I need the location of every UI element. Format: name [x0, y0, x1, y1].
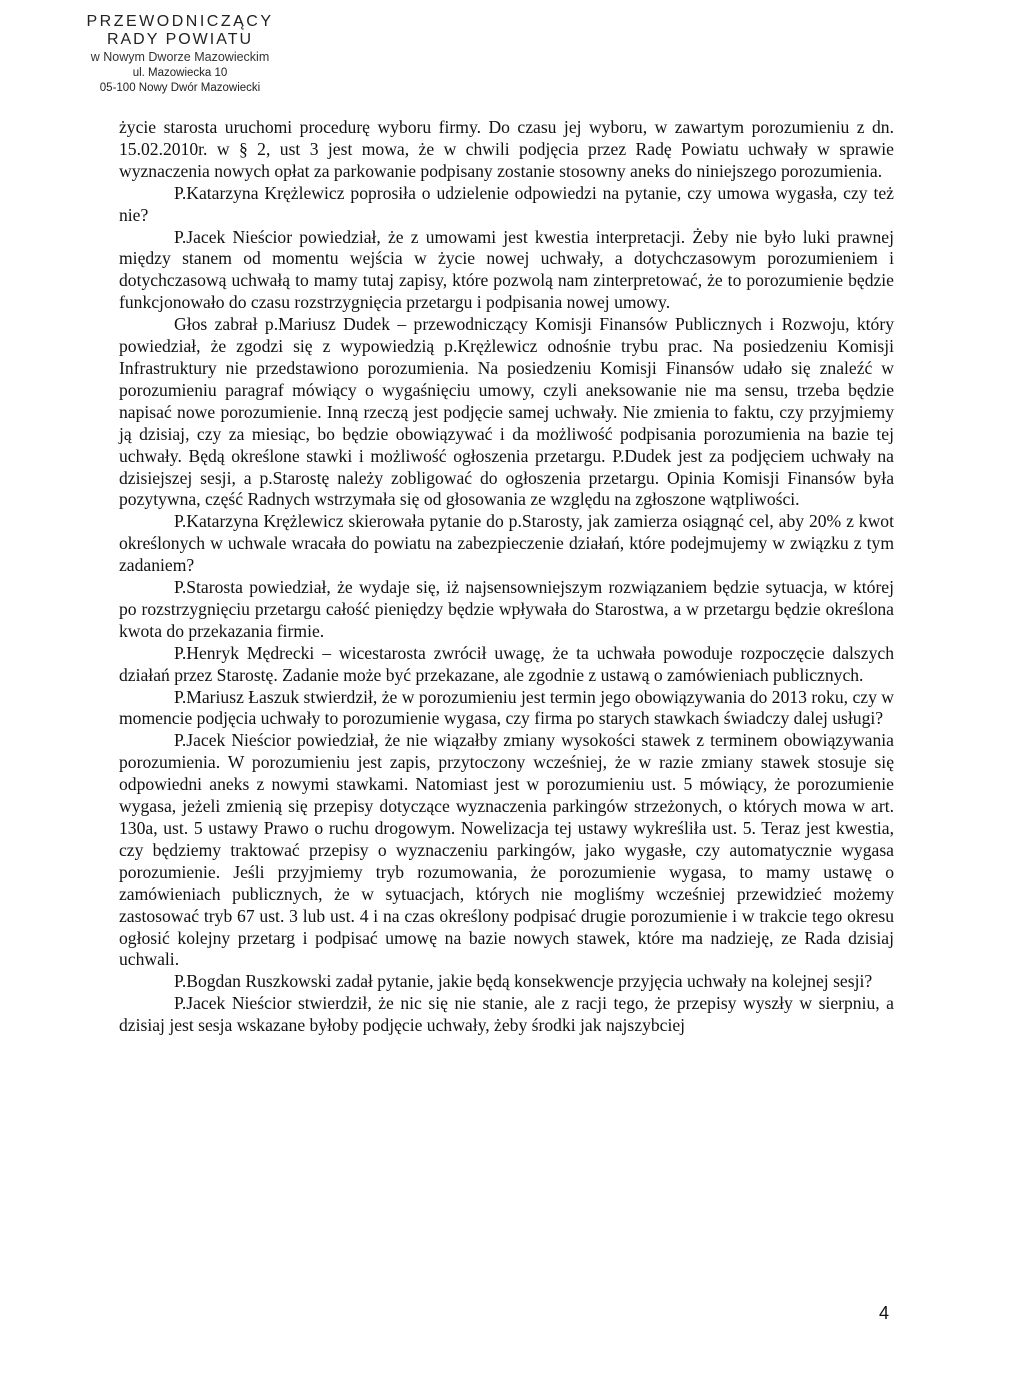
paragraph: P.Starosta powiedział, że wydaje się, iż najsensowniejszym rozwiązaniem będzie sytuacja, w której po rozstrzygnięciu przetargu całość pieniędzy będzie wpływała do Starostwa, a w przetargu będzie określona kwota do przekazania firmie. [119, 577, 894, 641]
paragraph: P.Henryk Mędrecki – wicestarosta zwrócił uwagę, że ta uchwała powoduje rozpoczęcie dalszych działań przez Starostę. Zadanie może być przekazane, ale zgodnie z ustawą o zamówieniach publicznych. [119, 642, 894, 685]
document-body [119, 117, 894, 1037]
paragraph: Głos zabrał p.Mariusz Dudek – przewodniczący Komisji Finansów Publicznych i Rozwoju, który powiedział, że zgodzi się z wypowiedzią p.Krężlewicz odnośnie trybu prac. Na posiedzeniu Komisji Infrastruktury nie przedstawiono porozumienia. Na posiedzeniu Komisji Finansów udało się znaleźć w porozumieniu paragraf mówiący o wygaśnięciu umowy, czyli aneksowanie nie ma sensu, trzeba będzie napisać nowe porozumienie. Inną rzeczą jest podjęcie samej uchwały. Nie zmienia to faktu, czy przyjmiemy ją dzisiaj, czy za miesiąc, bo będzie obowiązywać i da możliwość podpisania porozumienia na bazie tej uchwały. Będą określone stawki i możliwość ogłoszenia przetargu. P.Dudek jest za podjęciem uchwały na dzisiejszej sesji, a p.Starostę należy zobligować do ogłoszenia przetargu. Opinia Komisji Finansów była pozytywna, część Radnych wstrzymała się od głosowania ze względu na zgłoszone wątpliwości. [119, 314, 894, 510]
paragraph: P.Jacek Nieścior stwierdził, że nic się nie stanie, ale z racji tego, że przepisy wyszły w sierpniu, a dzisiaj jest sesja wskazane byłoby podjęcie uchwały, żeby środki jak najszybciej [119, 993, 894, 1036]
stamp-postal-city: 05-100 Nowy Dwór Mazowiecki [99, 82, 261, 94]
stamp-street: ul. Mazowiecka 10 [132, 66, 228, 79]
paragraph: P.Katarzyna Krężlewicz poprosiła o udzielenie odpowiedzi na pytanie, czy umowa wygasła, czy też nie? [119, 182, 894, 225]
page-number: 4 [878, 1303, 889, 1323]
stamp-title: PRZEWODNICZĄCY [86, 13, 274, 30]
paragraph: P.Bogdan Ruszkowski zadał pytanie, jakie będą konsekwencje przyjęcia uchwały na kolejnej sesji? [174, 971, 873, 992]
stamp-council: RADY POWIATU [106, 31, 254, 48]
paragraph: P.Katarzyna Krężlewicz skierowała pytanie do p.Starosty, jak zamierza osiągnąć cel, aby 20% z kwot określonych w uchwale wracała do powiatu na zabezpieczenie działań, które podejmujemy w związku z tym zadaniem? [119, 511, 894, 576]
paragraph: P.Jacek Nieścior powiedział, że nie wiązałby zmiany wysokości stawek z terminem obowiązywania porozumienia. W porozumieniu jest zapis, przytoczony wcześniej, że w razie zmiany stawek stosuje się odpowiedni aneks z nowymi stawkami. Natomiast jest w porozumieniu ust. 5 mówiący, że porozumienie wygasa, jeżeli zmienią się przepisy dotyczące wyznaczenia parkingów strzeżonych, o których mowa w art. 130a, ust. 5 ustawy Prawo o ruchu drogowym. Nowelizacja tej ustawy wykreśliła ust. 5. Teraz jest kwestia, czy będziemy traktować przepisy o wyznaczeniu parkingów, jako wygasłe, czy automatycznie wygasa porozumienie. Jeśli przyjmiemy tryb rozumowania, że porozumienie wygasa, to mamy ustawę o zamówieniach publicznych, że w sytuacjach, których nie mogliśmy wcześniej przewidzieć możemy zastosować tryb 67 ust. 3 lub ust. 4 i na czas określony podpisać drugie porozumienie i w trakcie tego okresu ogłosić kolejny przetarg i podpisać umowę na bazie nowych stawek, które ma nadzieję, ze Rada dzisiaj uchwali. [119, 730, 894, 970]
paragraph: życie starosta uruchomi procedurę wyboru firmy. Do czasu jej wyboru, w zawartym porozumieniu z dn. 15.02.2010r. w § 2, ust 3 jest mowa, że w chwili podjęcia przez Radę Powiatu uchwały w sprawie wyznaczenia nowych opłat za parkowanie podpisany zostanie stosowny aneks do niniejszego porozumienia. [119, 117, 894, 181]
paragraph: P.Mariusz Łaszuk stwierdził, że w porozumieniu jest termin jego obowiązywania do 2013 roku, czy w momencie podjęcia uchwały to porozumienie wygasa, czy firma po starych stawkach świadczy dalej usługi? [119, 686, 894, 729]
stamp-location: w Nowym Dworze Mazowieckim [90, 50, 270, 64]
council-chairman-stamp [40, 14, 320, 95]
paragraph: P.Jacek Nieścior powiedział, że z umowami jest kwestia interpretacji. Żeby nie było luki prawnej między stanem od momentu wejścia w życie nowej uchwały, a dotychczasowym porozumieniem i dotychczasową uchwałą to mamy tutaj zapisy, które pozwolą nam zinterpretować, że to porozumienie będzie funkcjonowało do czasu rozstrzygnięcia przetargu i podpisania nowej umowy. [119, 226, 894, 313]
